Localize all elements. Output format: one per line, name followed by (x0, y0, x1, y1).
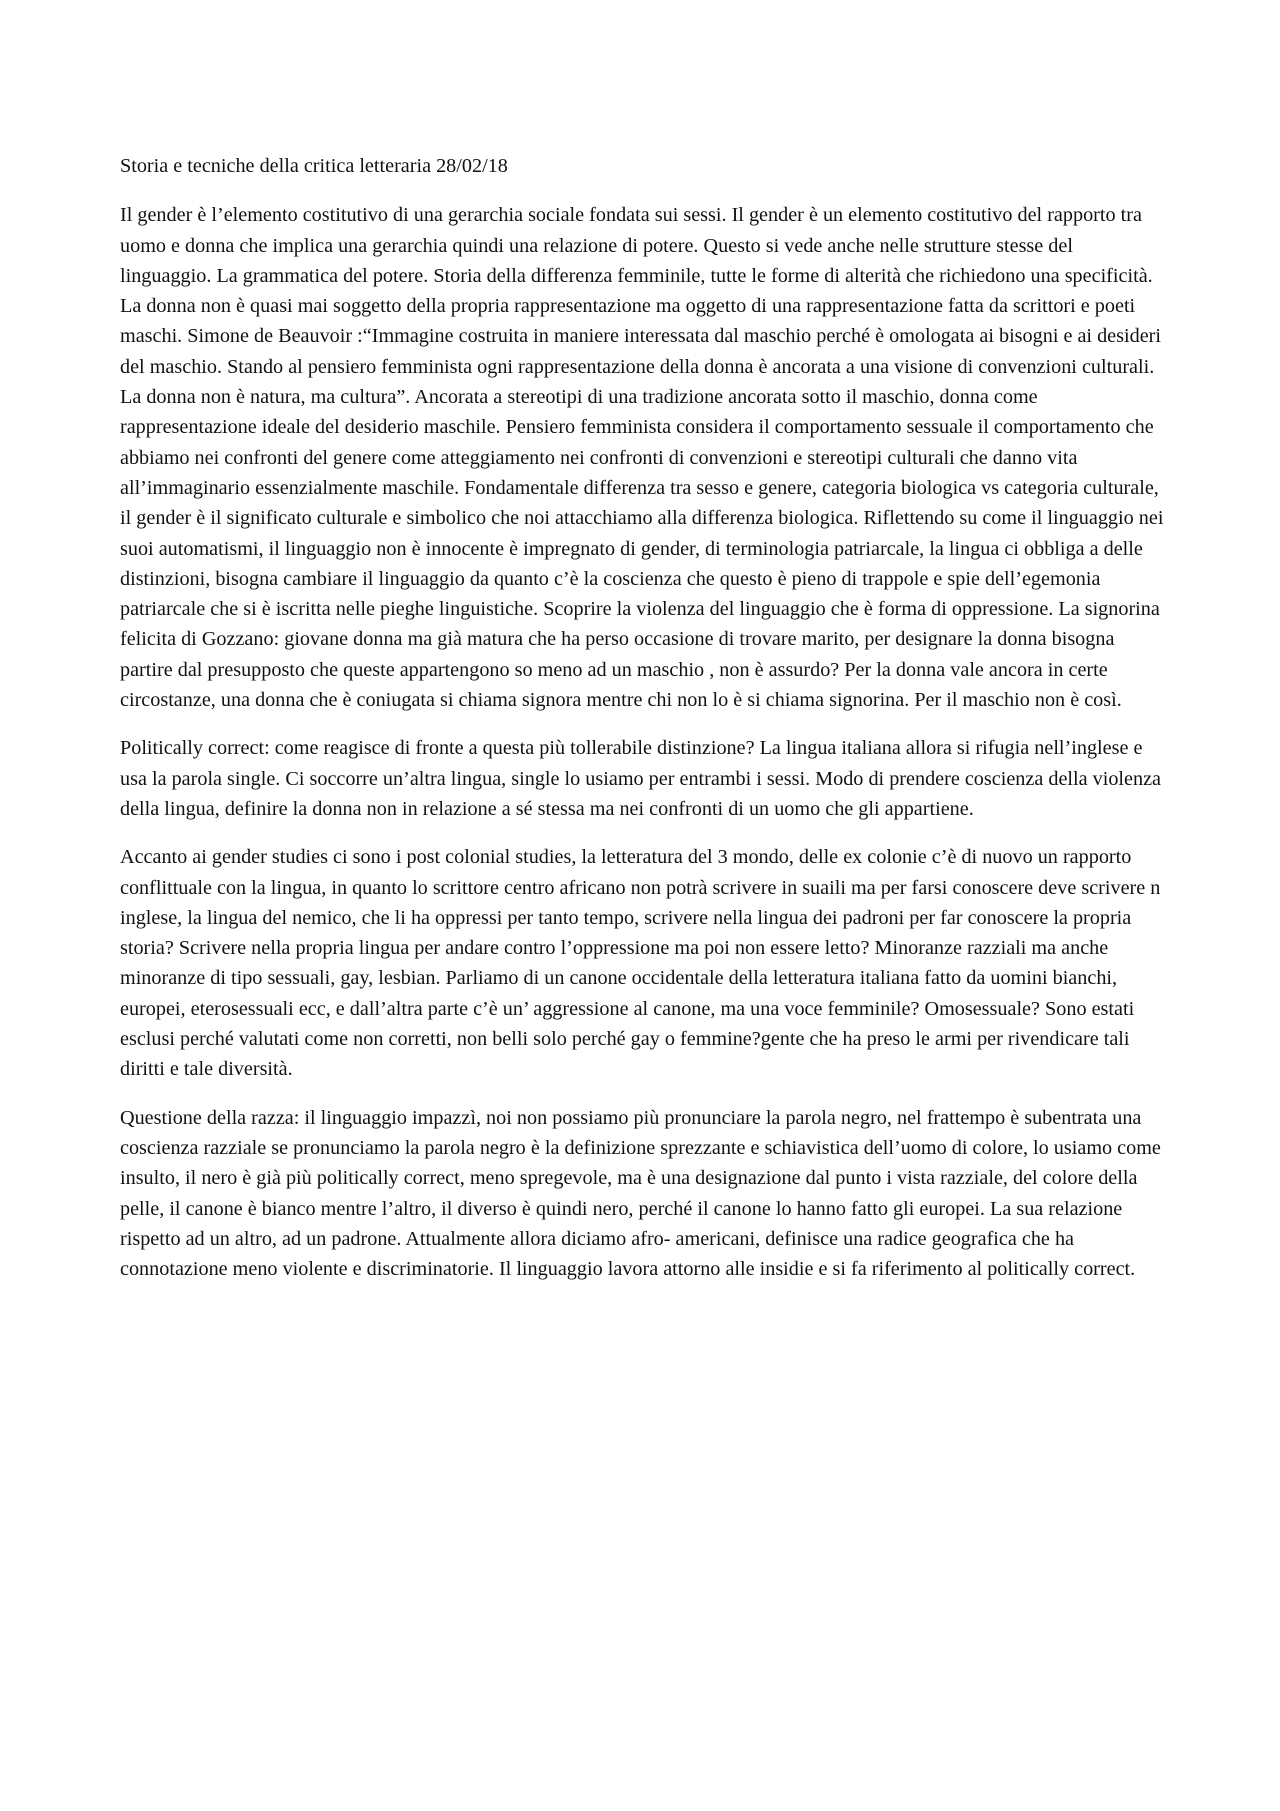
paragraph-post-colonial: Accanto ai gender studies ci sono i post colonial studies, la letteratura del 3 mondo, delle ex colonie c’è di nuovo un rapporto conflittuale con la lingua, in quanto lo scrittore centro africano non potrà scrivere in suaili ma per farsi conoscere deve scrivere n inglese, la lingua del nemico, che li ha oppressi per tanto tempo, scrivere nella lingua dei padroni per far conoscere la propria storia? Scrivere nella propria lingua per andare contro l’oppressione ma poi non essere letto? Minoranze razziali ma anche minoranze di tipo sessuali, gay, lesbian. Parliamo di un canone occidentale della letteratura italiana fatto da uomini bianchi, europei, eterosessuali ecc, e dall’altra parte c’è un’ aggressione al canone, ma una voce femminile? Omosessuale? Sono estati esclusi perché valutati come non corretti, non belli solo perché gay o femmine?gente che ha preso le armi per rivendicare tali diritti e tale diversità. (120, 846, 1161, 1081)
paragraph-politically-correct: Politically correct: come reagisce di fronte a questa più tollerabile distinzione? La lingua italiana allora si rifugia nell’inglese e usa la parola single. Ci soccorre un’altra lingua, single lo usiamo per entrambi i sessi. Modo di prendere coscienza della violenza della lingua, definire la donna non in relazione a sé stessa ma nei confronti di un uomo che gli appartiene. (120, 737, 1162, 820)
paragraph-gender: Il gender è l’elemento costitutivo di una gerarchia sociale fondata sui sessi. Il gender è un elemento costitutivo del rapporto tra uomo e donna che implica una gerarchia quindi una relazione di potere. Questo si vede anche nelle strutture stesse del linguaggio. La grammatica del potere. Storia della differenza femminile, tutte le forme di alterità che richiedono una specificità. La donna non è quasi mai soggetto della propria rappresentazione ma oggetto di una rappresentazione fatta da scrittori e poeti maschi. Simone de Beauvoir :“Immagine costruita in maniere interessata dal maschio perché è omologata ai bisogni e ai desideri del maschio. Stando al pensiero femminista ogni rappresentazione della donna è ancorata a una visione di convenzioni culturali. La donna non è natura, ma cultura”. Ancorata a stereotipi di una tradizione ancorata sotto il maschio, donna come rappresentazione ideale del desiderio maschile. Pensiero femminista considera il comportamento sessuale il comportamento che abbiamo nei confronti del genere come atteggiamento nei confronti di convenzioni e stereotipi culturali che danno vita all’immaginario essenzialmente maschile. Fondamentale differenza tra sesso e genere, categoria biologica vs categoria culturale, il gender è il significato culturale e simbolico che noi attacchiamo alla differenza biologica. Riflettendo su come il linguaggio nei suoi automatismi, il linguaggio non è innocente è impregnato di gender, di terminologia patriarcale, la lingua ci obbliga a delle distinzioni, bisogna cambiare il linguaggio da quanto c’è la coscienza che questo è pieno di trappole e spie dell’egemonia patriarcale che si è iscritta nelle pieghe linguistiche. Scoprire la violenza del linguaggio che è forma di oppressione. La signorina felicita di Gozzano: giovane donna ma già matura che ha perso occasione di trovare marito, per designare la donna bisogna partire dal presupposto che queste appartengono so meno ad un maschio , non è assurdo? Per la donna vale ancora in certe circostanze, una donna che è coniugata si chiama signora mentre chi non lo è si chiama signorina. Per il maschio non è così. (120, 204, 1164, 712)
document-body (120, 151, 1165, 1302)
document-title: Storia e tecniche della critica letteraria 28/02/18 (120, 155, 508, 177)
paragraph-razza: Questione della razza: il linguaggio impazzì, noi non possiamo più pronunciare la parola negro, nel frattempo è subentrata una coscienza razziale se pronunciamo la parola negro è la definizione sprezzante e schiavistica dell’uomo di colore, lo usiamo come insulto, il nero è già più politically correct, meno spregevole, ma è una designazione dal punto i vista razziale, del colore della pelle, il canone è bianco mentre l’altro, il diverso è quindi nero, perché il canone lo hanno fatto gli europei. La sua relazione rispetto ad un altro, ad un padrone. Attualmente allora diciamo afro- americani, definisce una radice geografica che ha connotazione meno violente e discriminatorie. Il linguaggio lavora attorno alle insidie e si fa riferimento al politically correct. (120, 1106, 1161, 1281)
